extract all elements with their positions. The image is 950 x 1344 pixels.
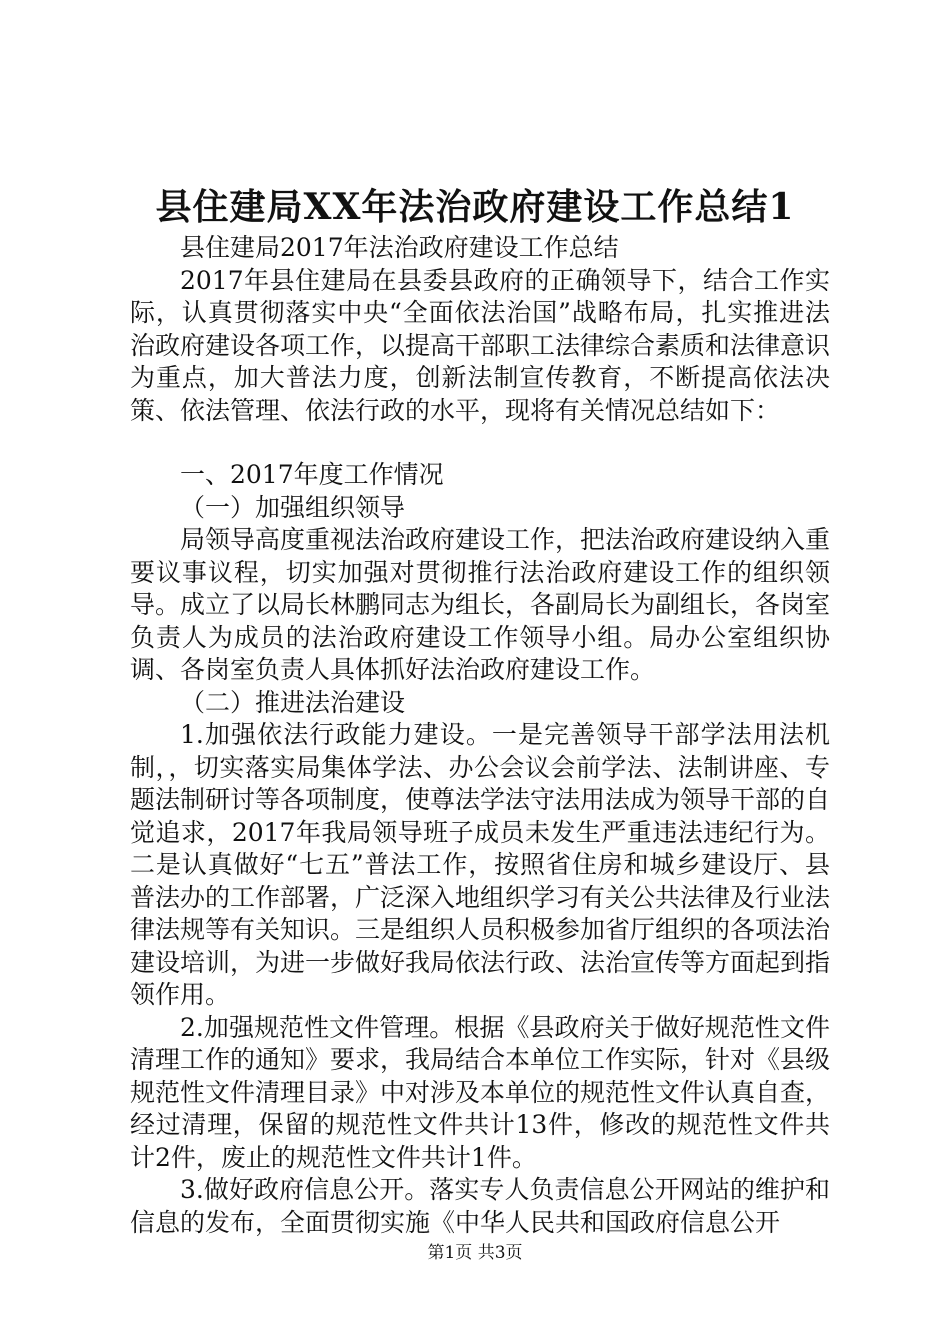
document-body <box>130 232 830 1239</box>
subsection-heading-2: （二）推进法治建设 <box>180 687 406 717</box>
paragraph-organization: 局领导高度重视法治政府建设工作，把法治政府建设纳入重要议事议程，切实加强对贯彻推行法治政府建设工作的组织领导。成立了以局长林鹏同志为组长，各副局长为副组长，各岗室负责人为成员的法治政府建设工作领导小组。局办公室组织协调、各岗室负责人具体抓好法治政府建设工作。 <box>130 525 831 684</box>
paragraph-item-2: 2.加强规范性文件管理。根据《县政府关于做好规范性文件清理工作的通知》要求，我局结合本单位工作实际，针对《县级规范性文件清理目录》中对涉及本单位的规范性文件认真自查，经过清理，保留的规范性文件共计13件，修改的规范性文件共计2件，废止的规范性文件共计1件。 <box>130 1012 831 1172</box>
subsection-heading-1: （一）加强组织领导 <box>180 492 406 522</box>
paragraph-item-1: 1.加强依法行政能力建设。一是完善领导干部学法用法机制，，切实落实局集体学法、办公会议会前学法、法制讲座、专题法制研讨等各项制度，使尊法学法守法用法成为领导干部的自觉追求，2017年我局领导班子成员未发生严重违法违纪行为。二是认真做好“七五”普法工作，按照省住房和城乡建设厅、县普法办的工作部署，广泛深入地组织学习有关公共法律及行业法律法规等有关知识。三是组织人员积极参加省厅组织的各项法治建设培训，为进一步做好我局依法行政、法治宣传等方面起到指领作用。 <box>130 720 831 1009</box>
paragraph-item-3: 3.做好政府信息公开。落实专人负责信息公开网站的维护和信息的发布，全面贯彻实施《中华人民共和国政府信息公开 <box>130 1175 830 1237</box>
document-title: 县住建局XX年法治政府建设工作总结1 <box>155 186 795 228</box>
page-number-footer: 第1页 共3页 <box>427 1243 523 1263</box>
paragraph-subtitle: 县住建局2017年法治政府建设工作总结 <box>180 233 619 262</box>
paragraph-intro: 2017年县住建局在县委县政府的正确领导下，结合工作实际，认真贯彻落实中央“全面依法治国”战略布局，扎实推进法治政府建设各项工作，以提高干部职工法律综合素质和法律意识为重点，加大普法力度，创新法制宣传教育，不断提高依法决策、依法管理、依法行政的水平，现将有关情况总结如下： <box>130 265 831 425</box>
section-heading-1: 一、2017年度工作情况 <box>180 460 444 489</box>
